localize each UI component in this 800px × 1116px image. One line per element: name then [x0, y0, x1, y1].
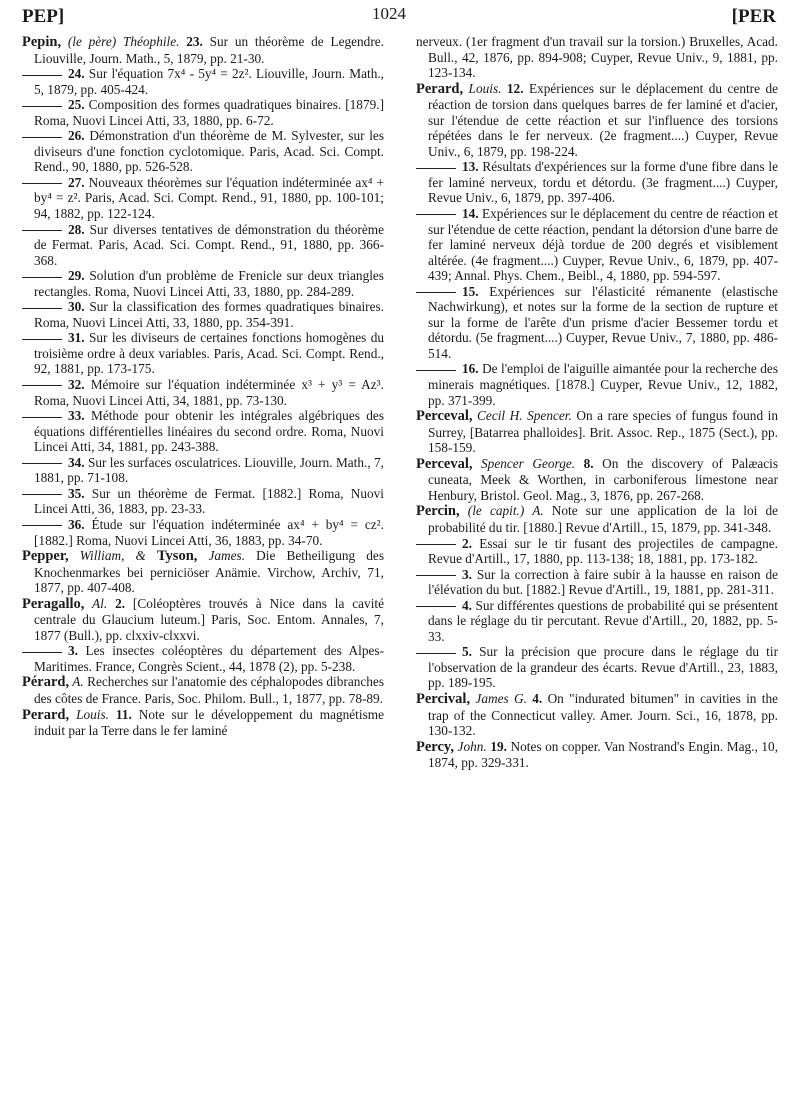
bibliography-entry — [22, 674, 384, 706]
entry-text: Sur la correction à faire subir à la hausse en raison de l'élévation du but. [1882.] Revue d'Artill., 19, 1881, pp. 281-311. — [428, 566, 778, 598]
left-column — [22, 34, 384, 739]
running-head-right: [PER — [731, 6, 776, 27]
bibliography-entry — [22, 66, 384, 97]
author-name: Perceval, — [416, 455, 473, 472]
entry-text: Sur la classification des formes quadratiques binaires. Roma, Nuovi Lincei Atti, 33, 1880, pp. 354-391. — [34, 299, 384, 330]
entry-number: 4. — [462, 597, 472, 613]
entry-text: Expériences sur le déplacement du centre de réaction de torsion dans quelques barres de fer laminé et d'acier, sur l'étendue de cette réaction et sur l'influence des torsions répétées dans le fer nerveux. (2e fragment....) Cuyper, Revue Univ., 6, 1879, pp. 198-224. — [428, 80, 778, 159]
ditto-rule — [22, 385, 62, 386]
entry-text: [Coléoptères trouvés à Nice dans la cavité centrale du Glaucium luteum.] Paris, Soc. Entom. Annales, 7, 1877 (Bull.), pp. clxxiv-clxxvi. — [34, 595, 384, 643]
entry-text: On "indurated bitumen" in cavities in the trap of the Connecticut valley. Amer. Journ. Sci., 16, 1878, pp. 130-132. — [428, 690, 779, 739]
entry-text: Composition des formes quadratiques binaires. [1879.] Roma, Nuovi Lincei Atti, 33, 1880, pp. 6-72. — [34, 97, 384, 128]
author-name: Pepper, — [22, 548, 69, 565]
author-name: Pérard, — [22, 674, 70, 691]
bibliography-entry — [416, 456, 778, 504]
entry-number: 2. — [115, 595, 126, 611]
page-header — [0, 0, 800, 34]
entry-number: 8. — [583, 455, 594, 471]
entry-number: 12. — [506, 80, 524, 96]
author-name: Perard, — [416, 80, 464, 97]
author-name: Peragallo, — [22, 595, 85, 612]
bibliography-entry — [416, 34, 778, 81]
entry-text: Nouveaux théorèmes sur l'équation indéterminée ax⁴ + by⁴ = z². Paris, Acad. Sci. Compt. Rend., 91, 1880, pp. 100-101; 94, 1882, pp. 122-124. — [34, 174, 384, 222]
entry-text: Recherches sur l'anatomie des céphalopodes dibranches des côtes de France. Paris, Soc. Philom. Bull., 1, 1877, pp. 78-89. — [34, 674, 384, 706]
ditto-rule — [416, 544, 456, 545]
entry-number: 14. — [462, 206, 479, 222]
author-forename: (le capit.) A. — [459, 503, 544, 519]
bibliography-entry — [22, 299, 384, 330]
bibliography-entry — [22, 330, 384, 377]
ditto-rule — [22, 339, 62, 340]
coauthor-forename: James. — [197, 548, 246, 564]
ditto-rule — [22, 277, 62, 278]
ditto-rule — [22, 417, 62, 418]
ditto-rule — [22, 494, 62, 495]
entry-number: 35. — [68, 485, 85, 501]
entry-number: 25. — [68, 97, 85, 113]
entry-number: 11. — [115, 706, 132, 722]
author-forename: Spencer George. — [472, 455, 576, 471]
entry-text: Sur la précision que procure dans le réglage du tir l'observation de la grandeur des écarts. Revue d'Artill., 23, 1883, pp. 189-195. — [428, 644, 778, 691]
entry-text: Sur les surfaces osculatrices. Liouville, Journ. Math., 7, 1881, pp. 71-108. — [34, 454, 384, 486]
bibliography-entry — [22, 128, 384, 175]
right-column — [416, 34, 778, 771]
entry-text: Essai sur le tir fusant des projectiles de campagne. Revue d'Artill., 17, 1880, pp. 113-138; 18, 1881, pp. 173-182. — [428, 535, 778, 567]
author-name: Perard, — [22, 706, 70, 723]
bibliography-entry — [416, 408, 778, 456]
entry-text: nerveux. (1er fragment d'un travail sur la torsion.) Bruxelles, Acad. Bull., 42, 1876, pp. 894-908; Cuyper, Revue Univ., 9, 1881, pp. 123-134. — [416, 34, 778, 81]
author-name: Perceval, — [416, 408, 473, 425]
author-forename: A. — [69, 674, 84, 690]
entry-text: Mémoire sur l'équation indéterminée x³ + y³ = Az³. Roma, Nuovi Lincei Atti, 34, 1881, pp. 73-130. — [34, 377, 384, 408]
entry-number: 29. — [68, 268, 85, 284]
entry-number: 19. — [490, 738, 507, 754]
ditto-rule — [22, 106, 62, 107]
bibliography-entry — [416, 536, 778, 567]
author-name: Percy, — [416, 738, 454, 755]
bibliography-entry — [22, 175, 384, 222]
bibliography-entry — [416, 81, 778, 160]
entry-number: 27. — [68, 174, 85, 190]
entry-text: Démonstration d'un théorème de M. Sylvester, sur les diviseurs d'une fonction cyclotomique. Paris, Acad. Sci. Compt. Rend., 90, 1880, pp. 526-528. — [34, 128, 384, 175]
bibliography-entry — [416, 567, 778, 598]
entry-number: 4. — [532, 690, 543, 706]
entry-number: 24. — [68, 66, 85, 82]
author-forename: John. — [453, 738, 487, 754]
entry-number: 13. — [462, 159, 479, 175]
ditto-rule — [416, 606, 456, 607]
ditto-rule — [22, 525, 62, 526]
entry-text: Sur différentes questions de probabilité qui se présentent dans le réglage du tir percutant. Revue d'Artill., 20, 1882, pp. 5-33. — [428, 597, 778, 644]
running-head-left: PEP] — [22, 6, 65, 27]
bibliography-entry — [416, 206, 778, 284]
entry-number: 31. — [68, 330, 85, 346]
entry-text: Sur un théorème de Fermat. [1882.] Roma, Nuovi Lincei Atti, 36, 1883, pp. 23-33. — [34, 485, 384, 517]
ditto-rule — [22, 308, 62, 309]
bibliography-entry — [22, 455, 384, 486]
ditto-rule — [22, 137, 62, 138]
author-name: Percival, — [416, 690, 471, 707]
author-forename: Louis. — [463, 80, 502, 96]
author-forename: James G. — [470, 690, 527, 706]
entry-text: Expériences sur l'élasticité rémanente (elastische Nachwirkung), et notes sur la forme de la section de rupture et sur la forme de l'arête d'un prisme d'acier Bessemer tordu et détordu. (5e fragment....) Cuyper, Revue Univ., 7, 1880, pp. 486-514. — [428, 283, 778, 361]
entry-text: Les insectes coléoptères du département des Alpes-Maritimes. France, Congrès Scient., 44, 1878 (2), pp. 5-238. — [34, 643, 384, 674]
entry-text: Résultats d'expériences sur la forme d'une fibre dans le fer laminé nerveux, tordu et détordu. (3e fragment....) Cuyper, Revue Univ., 6, 1879, pp. 397-406. — [428, 159, 778, 206]
bibliography-entry — [416, 691, 778, 739]
entry-text: Sur l'équation 7x⁴ - 5y⁴ = 2z². Liouville, Journ. Math., 5, 1879, pp. 405-424. — [34, 66, 384, 97]
author-forename: Cecil H. Spencer. — [472, 408, 572, 424]
bibliography-entry — [416, 159, 778, 206]
bibliography-entry — [22, 643, 384, 674]
author-forename: Louis. — [69, 706, 109, 722]
entry-number: 3. — [462, 566, 472, 582]
entry-text: Solution d'un problème de Frenicle sur deux triangles rectangles. Roma, Nuovi Lincei Atti, 33, 1880, pp. 284-289. — [34, 268, 384, 299]
bibliography-entry — [22, 34, 384, 66]
bibliography-entry — [416, 739, 778, 771]
bibliography-entry — [22, 707, 384, 739]
entry-text: On a rare species of fungus found in Surrey, [Batarrea phalloides]. Brit. Assoc. Rep., 1875 (Sect.), pp. 158-159. — [428, 408, 778, 456]
entry-text: Méthode pour obtenir les intégrales algébriques des équations différentielles linéaires du second ordre. Roma, Nuovi Lincei Atti, 34, 1881, pp. 243-388. — [34, 408, 384, 455]
author-forename: (le père) Théophile. — [61, 34, 180, 49]
entry-number: 3. — [68, 643, 78, 659]
ditto-rule — [22, 652, 62, 653]
author-name: Pepin, — [22, 34, 62, 50]
ditto-rule — [416, 653, 456, 654]
entry-text: Die Betheiligung des Knochenmarkes bei perniciöser Anämie. Virchow, Archiv, 71, 1877, pp. 407-408. — [34, 548, 384, 596]
entry-text: Sur un théorème de Legendre. Liouville, Journ. Math., 5, 1879, pp. 21-30. — [34, 34, 384, 66]
entry-number: 15. — [462, 283, 479, 299]
entry-number: 33. — [68, 408, 85, 424]
page-number: 1024 — [372, 4, 406, 23]
ditto-rule — [22, 230, 62, 231]
entry-number: 32. — [68, 377, 85, 393]
bibliography-entry — [22, 596, 384, 644]
ditto-rule — [22, 183, 62, 184]
ditto-rule — [416, 214, 456, 215]
entry-text: On the discovery of Palæacis cuneata, Meek & Worthen, in carboniferous limestone near Henbury, Bristol. Geol. Mag., 3, 1876, pp. 267-268. — [428, 455, 778, 503]
ditto-rule — [22, 463, 62, 464]
bibliography-entry — [416, 644, 778, 691]
bibliography-entry — [22, 548, 384, 596]
entry-number: 23. — [186, 34, 203, 49]
entry-text: Sur les diviseurs de certaines fonctions homogènes du troisième ordre à deux variables. Paris, Acad. Sci. Compt. Rend., 92, 1881, pp. 173-175. — [34, 330, 384, 377]
author-forename: Al. — [84, 595, 108, 611]
coauthor-name: Tyson, — [156, 548, 198, 565]
entry-text: Note sur une application de la loi de probabilité du tir. [1880.] Revue d'Artill., 15, 1879, pp. 341-348. — [428, 503, 778, 535]
entry-number: 30. — [68, 299, 85, 315]
bibliography-entry — [22, 377, 384, 408]
entry-text: De l'emploi de l'aiguille aimantée pour la recherche des minerais magnétiques. [1878.] Cuyper, Revue Univ., 12, 1882, pp. 371-399. — [428, 361, 778, 408]
ditto-rule — [416, 168, 456, 169]
author-forename: William, & — [68, 548, 157, 564]
entry-text: Expériences sur le déplacement du centre de réaction et sur l'étendue de cette réaction, pendant la détorsion d'une barre de fer laminé nerveux déjà tordue de 200 degrés et visiblement altérée. (4e fragment....) Cuyper, Revue Univ., 6, 1879, pp. 407-439; Annal. Phys. Chem., Beibl., 4, 1880, pp. 594-597. — [428, 206, 778, 284]
entry-number: 36. — [68, 516, 85, 532]
entry-number: 28. — [68, 221, 85, 237]
ditto-rule — [416, 370, 456, 371]
ditto-rule — [22, 75, 62, 76]
bibliography-entry — [416, 361, 778, 408]
entry-text: Note sur le développement du magnétisme induit par la Terre dans le fer laminé — [34, 706, 384, 739]
bibliography-entry — [416, 598, 778, 645]
entry-text: Étude sur l'équation indéterminée ax⁴ + by⁴ = cz². [1882.] Roma, Nuovi Lincei Atti, 36, 1883, pp. 34-70. — [34, 516, 384, 548]
entry-number: 2. — [462, 535, 472, 551]
entry-text: Sur diverses tentatives de démonstration du théorème de Fermat. Paris, Acad. Sci. Compt. Rend., 91, 1880, pp. 366-368. — [34, 221, 384, 268]
bibliography-entry — [22, 268, 384, 299]
ditto-rule — [416, 292, 456, 293]
entry-number: 34. — [68, 454, 85, 470]
bibliography-entry — [416, 503, 778, 535]
bibliography-entry — [22, 486, 384, 517]
bibliography-entry — [22, 222, 384, 269]
entry-number: 5. — [462, 644, 472, 660]
bibliography-entry — [416, 284, 778, 362]
ditto-rule — [416, 575, 456, 576]
entry-text: Notes on copper. Van Nostrand's Engin. Mag., 10, 1874, pp. 329-331. — [428, 738, 779, 771]
bibliography-entry — [22, 97, 384, 128]
author-name: Percin, — [416, 503, 460, 520]
bibliography-entry — [22, 517, 384, 548]
entry-number: 26. — [68, 128, 85, 144]
entry-number: 16. — [462, 361, 479, 377]
bibliography-entry — [22, 408, 384, 455]
